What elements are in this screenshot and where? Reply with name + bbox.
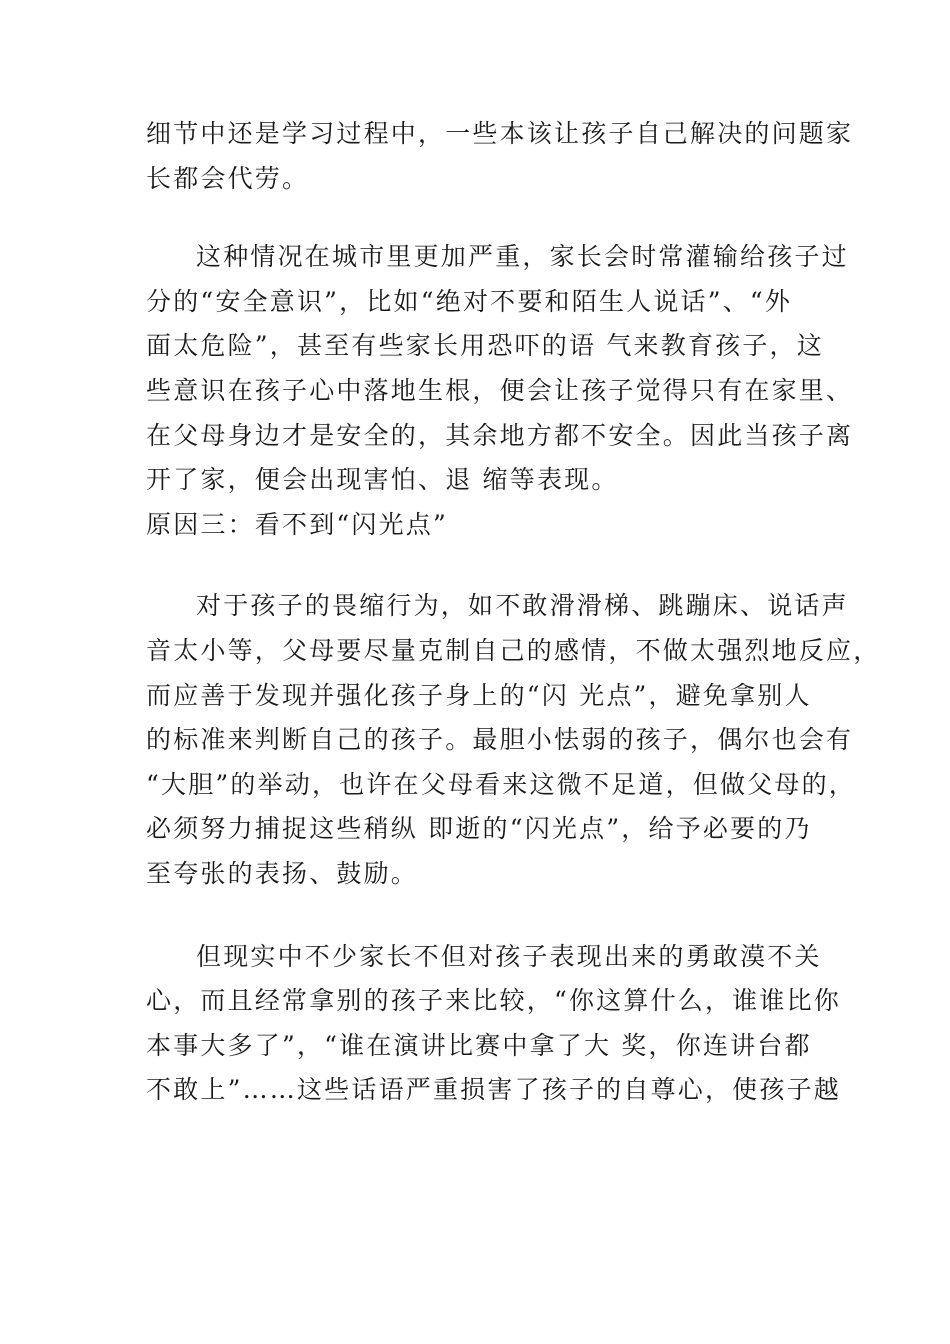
paragraph-city-safety — [146, 235, 854, 503]
text-line: 分的“安全意识”，比如“绝对不要和陌生人说话”、“外 — [146, 286, 793, 316]
paragraph-comparison — [146, 935, 841, 1113]
text-line: 必须努力捕捉这些稍纵 即逝的“闪光点”，给予必要的乃 — [146, 814, 812, 844]
text-line: 细节中还是学习过程中，一些本该让孩子自己解决的问题家 — [146, 119, 854, 148]
text-line: 但现实中不少家长不但对孩子表现出来的勇敢漠不关 — [196, 941, 822, 971]
text-line: 开了家，便会出现害怕、退 缩等表现。 — [146, 465, 619, 495]
document-page — [146, 112, 881, 1113]
paragraph-highlights — [146, 584, 881, 896]
text-line: 不敢上”……这些话语严重损害了孩子的自尊心，使孩子越 — [146, 1075, 841, 1105]
text-line: 本事大多了”，“谁在演讲比赛中拿了大 奖，你连讲台都 — [146, 1030, 812, 1060]
section-heading: 原因三：看不到“闪光点” — [146, 509, 448, 539]
text-line: 的标准来判断自己的孩子。最胆小怯弱的孩子，偶尔也会有 — [146, 725, 854, 755]
text-line: 心，而且经常拿别的孩子来比较，“你这算什么，谁谁比你 — [146, 986, 841, 1016]
text-line: “大胆”的举动，也许在父母看来这微不足道，但做父母的， — [146, 769, 856, 799]
text-line: 至夸张的表扬、鼓励。 — [146, 858, 419, 888]
text-line: 面太危险”，甚至有些家长用恐吓的语 气来教育孩子，这 — [146, 331, 824, 361]
text-line: 些意识在孩子心中落地生根，便会让孩子觉得只有在家里、 — [146, 375, 854, 405]
text-line: 这种情况在城市里更加严重，家长会时常灌输给孩子过 — [196, 242, 849, 272]
text-line: 音太小等，父母要尽量克制自己的感情，不做太强烈地反应， — [146, 635, 881, 665]
text-line: 长都会代劳。 — [146, 163, 310, 193]
paragraph-continuation — [146, 112, 854, 201]
text-line: 在父母身边才是安全的，其余地方都不安全。因此当孩子离 — [146, 420, 854, 450]
text-line: 而应善于发现并强化孩子身上的“闪 光点”，避免拿别人 — [146, 680, 812, 710]
text-line: 对于孩子的畏缩行为，如不敢滑滑梯、跳蹦床、说话声 — [196, 591, 849, 621]
